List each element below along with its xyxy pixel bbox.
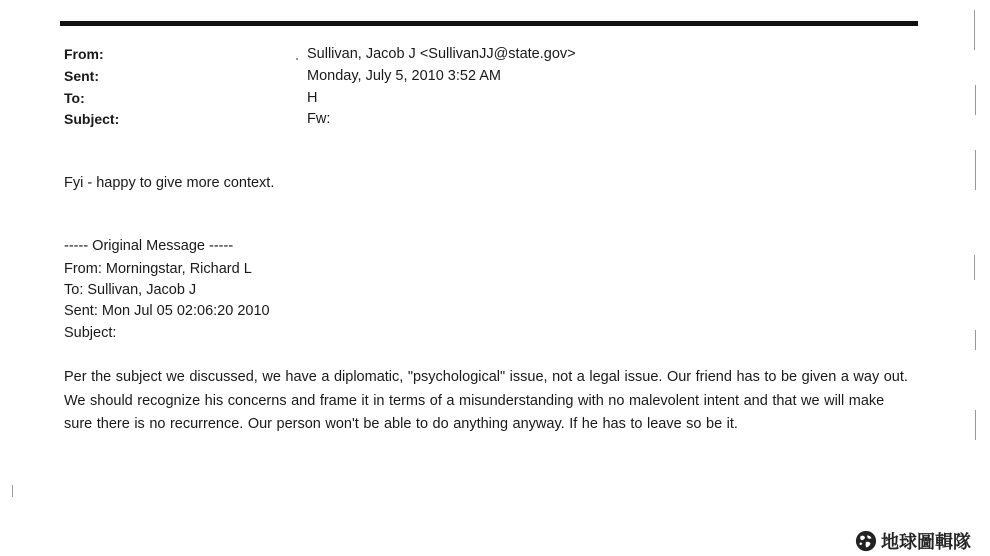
- sent-label: Sent:: [64, 68, 99, 84]
- from-label: From:: [64, 46, 104, 62]
- watermark: [855, 528, 971, 554]
- subject-label: Subject:: [64, 111, 120, 127]
- scan-mark: [296, 58, 298, 60]
- scan-mark: [975, 330, 976, 350]
- watermark-text: 地球圖輯隊: [881, 532, 971, 553]
- globe-icon: [855, 530, 877, 552]
- original-to: To: Sullivan, Jacob J: [64, 282, 197, 298]
- intro-text: Fyi - happy to give more context.: [64, 175, 275, 191]
- header-rule: [60, 21, 918, 26]
- original-message-divider: ----- Original Message -----: [64, 238, 234, 254]
- sent-value: Monday, July 5, 2010 3:52 AM: [307, 68, 501, 84]
- to-label: To:: [64, 90, 85, 106]
- original-from: From: Morningstar, Richard L: [64, 261, 252, 277]
- subject-value: Fw:: [307, 111, 331, 127]
- scan-mark: [974, 10, 975, 50]
- original-subject: Subject:: [64, 325, 117, 341]
- to-value: H: [307, 90, 318, 106]
- original-sent: Sent: Mon Jul 05 02:06:20 2010: [64, 303, 270, 319]
- scan-mark: [975, 150, 976, 190]
- scan-mark: [12, 485, 13, 497]
- scan-mark: [975, 410, 976, 440]
- scan-mark: [974, 255, 975, 280]
- from-value: Sullivan, Jacob J <SullivanJJ@state.gov>: [307, 46, 576, 62]
- scan-mark: [975, 85, 976, 115]
- original-message-body: Per the subject we discussed, we have a diplomatic, "psychological" issue, not a legal issue. Our friend has to be given a way out. We should recognize his concerns and frame it in terms of a misunderstanding with no malevolent intent and that we will make sure there is no recurrence. Our person won't be able to do anything anyway. If he has to leave so be it.: [64, 369, 908, 432]
